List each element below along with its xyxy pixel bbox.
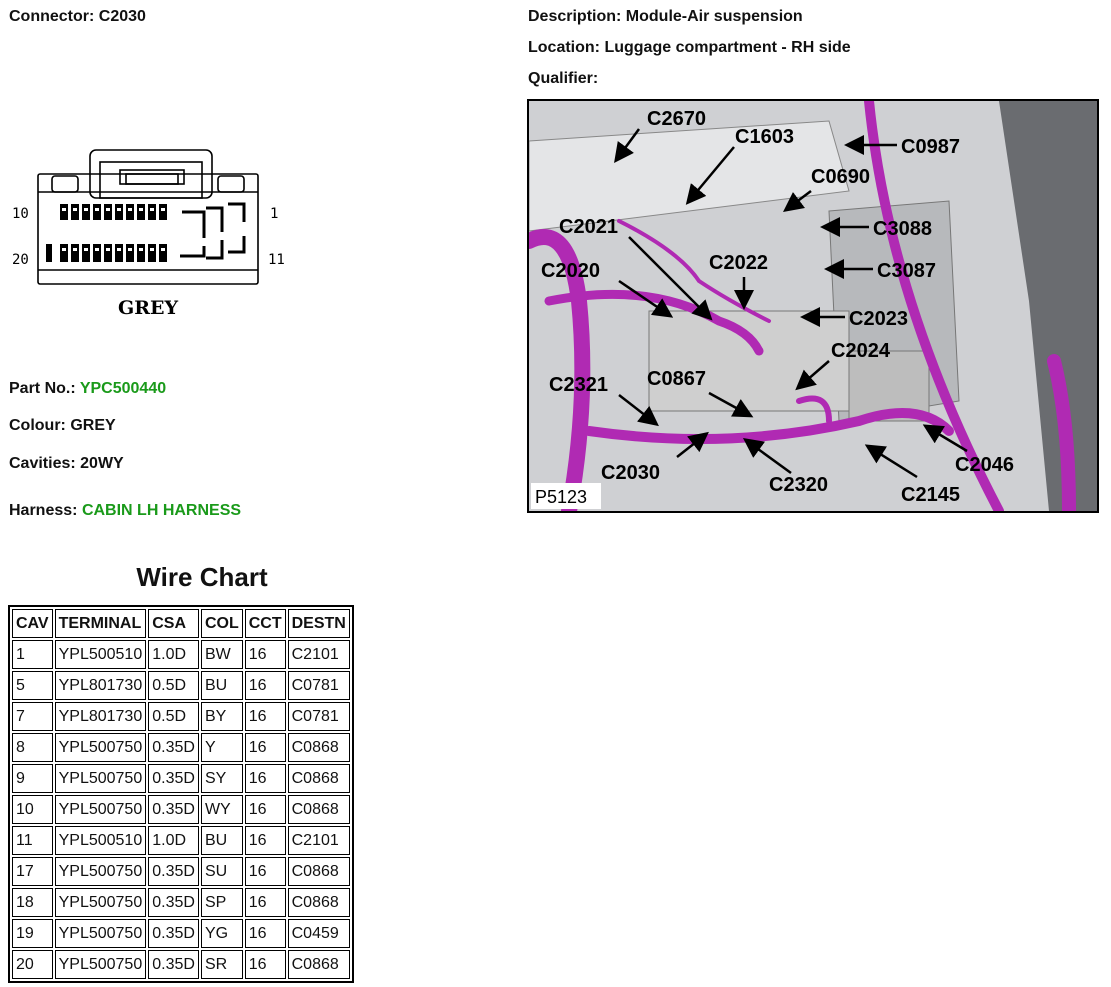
- cell-col: BW: [201, 640, 243, 669]
- callout-c2024: C2024: [831, 340, 890, 362]
- location-value: Luggage compartment - RH side: [604, 39, 851, 56]
- cell-col: BU: [201, 671, 243, 700]
- callout-c2670: C2670: [647, 108, 706, 130]
- callout-c2021: C2021: [559, 216, 618, 238]
- header-terminal: TERMINAL: [55, 609, 147, 638]
- callout-c2023: C2023: [849, 308, 908, 330]
- pin-label-1: 1: [270, 206, 279, 222]
- cell-cav: 11: [12, 826, 53, 855]
- cell-destn[interactable]: C0781: [288, 671, 350, 700]
- cell-cav: 1: [12, 640, 53, 669]
- table-row: [12, 671, 350, 700]
- table-row: [12, 640, 350, 669]
- cell-col: SR: [201, 950, 243, 979]
- cell-col: YG: [201, 919, 243, 948]
- header-cav: CAV: [12, 609, 53, 638]
- pin-label-20: 20: [12, 252, 29, 268]
- cell-csa: 0.35D: [148, 919, 199, 948]
- description-label: Description: Module-Air suspension: [528, 8, 803, 25]
- cell-cct: 16: [245, 950, 286, 979]
- callout-c2320: C2320: [769, 474, 828, 496]
- callout-c3088: C3088: [873, 218, 932, 240]
- cell-cct: 16: [245, 764, 286, 793]
- callout-c2321: C2321: [549, 374, 608, 396]
- cell-col: SP: [201, 888, 243, 917]
- callout-c2020: C2020: [541, 260, 600, 282]
- wire-chart-table: [8, 605, 354, 983]
- cell-terminal[interactable]: YPL500750: [55, 795, 147, 824]
- description-value: Module-Air suspension: [625, 8, 803, 25]
- cell-cav: 18: [12, 888, 53, 917]
- cell-cct: 16: [245, 888, 286, 917]
- header-col: COL: [201, 609, 243, 638]
- cell-terminal[interactable]: YPL500510: [55, 826, 147, 855]
- table-row: [12, 888, 350, 917]
- wire-chart-title: Wire Chart: [136, 562, 268, 592]
- table-row: [12, 919, 350, 948]
- cell-destn[interactable]: C2101: [288, 826, 350, 855]
- cell-csa: 0.5D: [148, 671, 199, 700]
- cell-csa: 0.35D: [148, 857, 199, 886]
- cell-cav: 10: [12, 795, 53, 824]
- cell-csa: 0.35D: [148, 795, 199, 824]
- callout-c0867: C0867: [647, 368, 706, 390]
- callout-c2145: C2145: [901, 484, 960, 506]
- cell-destn[interactable]: C0781: [288, 702, 350, 731]
- cell-destn[interactable]: C0459: [288, 919, 350, 948]
- connector-label: Connector: C2030: [9, 8, 146, 25]
- table-row: [12, 795, 350, 824]
- callout-c0987: C0987: [901, 136, 960, 158]
- cell-destn[interactable]: C0868: [288, 888, 350, 917]
- table-row: [12, 857, 350, 886]
- cell-csa: 0.5D: [148, 702, 199, 731]
- callout-c0690: C0690: [811, 166, 870, 188]
- table-row: [12, 733, 350, 762]
- cell-cav: 8: [12, 733, 53, 762]
- cell-terminal[interactable]: YPL500750: [55, 950, 147, 979]
- cell-terminal[interactable]: YPL500750: [55, 857, 147, 886]
- callout-c2046: C2046: [955, 454, 1014, 476]
- cell-col: WY: [201, 795, 243, 824]
- part-no: Part No.: YPC500440: [9, 380, 167, 397]
- cell-cav: 7: [12, 702, 53, 731]
- cell-col: BU: [201, 826, 243, 855]
- cell-cct: 16: [245, 919, 286, 948]
- cell-terminal[interactable]: YPL801730: [55, 702, 147, 731]
- cell-destn[interactable]: C0868: [288, 857, 350, 886]
- cell-csa: 0.35D: [148, 950, 199, 979]
- cell-cct: 16: [245, 857, 286, 886]
- cell-destn[interactable]: C0868: [288, 764, 350, 793]
- table-row: [12, 702, 350, 731]
- table-row: [12, 826, 350, 855]
- cell-terminal[interactable]: YPL500750: [55, 919, 147, 948]
- cell-cav: 5: [12, 671, 53, 700]
- cell-cct: 16: [245, 640, 286, 669]
- header-cct: CCT: [245, 609, 286, 638]
- table-row: [12, 950, 350, 979]
- cell-csa: 0.35D: [148, 764, 199, 793]
- cell-col: SU: [201, 857, 243, 886]
- pin-label-10: 10: [12, 206, 29, 222]
- cell-csa: 1.0D: [148, 826, 199, 855]
- cell-terminal[interactable]: YPL500750: [55, 733, 147, 762]
- wire-chart-header-row: [12, 609, 350, 638]
- connector-id: C2030: [98, 8, 146, 25]
- cell-destn[interactable]: C0868: [288, 733, 350, 762]
- callout-c3087: C3087: [877, 260, 936, 282]
- location-label: Location: Luggage compartment - RH side: [528, 39, 851, 56]
- harness: Harness: CABIN LH HARNESS: [9, 502, 242, 519]
- cell-cct: 16: [245, 826, 286, 855]
- cell-terminal[interactable]: YPL500750: [55, 888, 147, 917]
- connector-face-diagram: [8, 140, 298, 330]
- cell-cct: 16: [245, 671, 286, 700]
- cell-csa: 0.35D: [148, 733, 199, 762]
- header-destn: DESTN: [288, 609, 350, 638]
- cavities: Cavities: 20WY: [9, 455, 124, 472]
- cell-csa: 0.35D: [148, 888, 199, 917]
- part-no-link[interactable]: YPC500440: [79, 380, 167, 397]
- cell-terminal[interactable]: YPL500510: [55, 640, 147, 669]
- photo-ref: P5123: [535, 487, 588, 507]
- cell-cct: 16: [245, 702, 286, 731]
- colour: Colour: GREY: [9, 417, 116, 434]
- cell-col: Y: [201, 733, 243, 762]
- callout-c2030: C2030: [601, 462, 660, 484]
- cell-cct: 16: [245, 795, 286, 824]
- cell-cav: 20: [12, 950, 53, 979]
- pin-label-11: 11: [268, 252, 285, 268]
- cell-cct: 16: [245, 733, 286, 762]
- connector-colour-caption: GREY: [118, 297, 179, 319]
- cell-col: SY: [201, 764, 243, 793]
- cell-destn[interactable]: C0868: [288, 950, 350, 979]
- cell-cav: 17: [12, 857, 53, 886]
- cell-cav: 9: [12, 764, 53, 793]
- callout-c2022: C2022: [709, 252, 768, 274]
- cell-terminal[interactable]: YPL801730: [55, 671, 147, 700]
- harness-link[interactable]: CABIN LH HARNESS: [81, 502, 242, 519]
- cell-destn[interactable]: C0868: [288, 795, 350, 824]
- table-row: [12, 764, 350, 793]
- callout-c1603: C1603: [735, 126, 794, 148]
- cell-cav: 19: [12, 919, 53, 948]
- cell-destn[interactable]: C2101: [288, 640, 350, 669]
- location-photo: [527, 99, 1099, 513]
- qualifier-label: Qualifier:: [528, 70, 599, 87]
- cell-terminal[interactable]: YPL500750: [55, 764, 147, 793]
- header-csa: CSA: [148, 609, 199, 638]
- cell-csa: 1.0D: [148, 640, 199, 669]
- cell-col: BY: [201, 702, 243, 731]
